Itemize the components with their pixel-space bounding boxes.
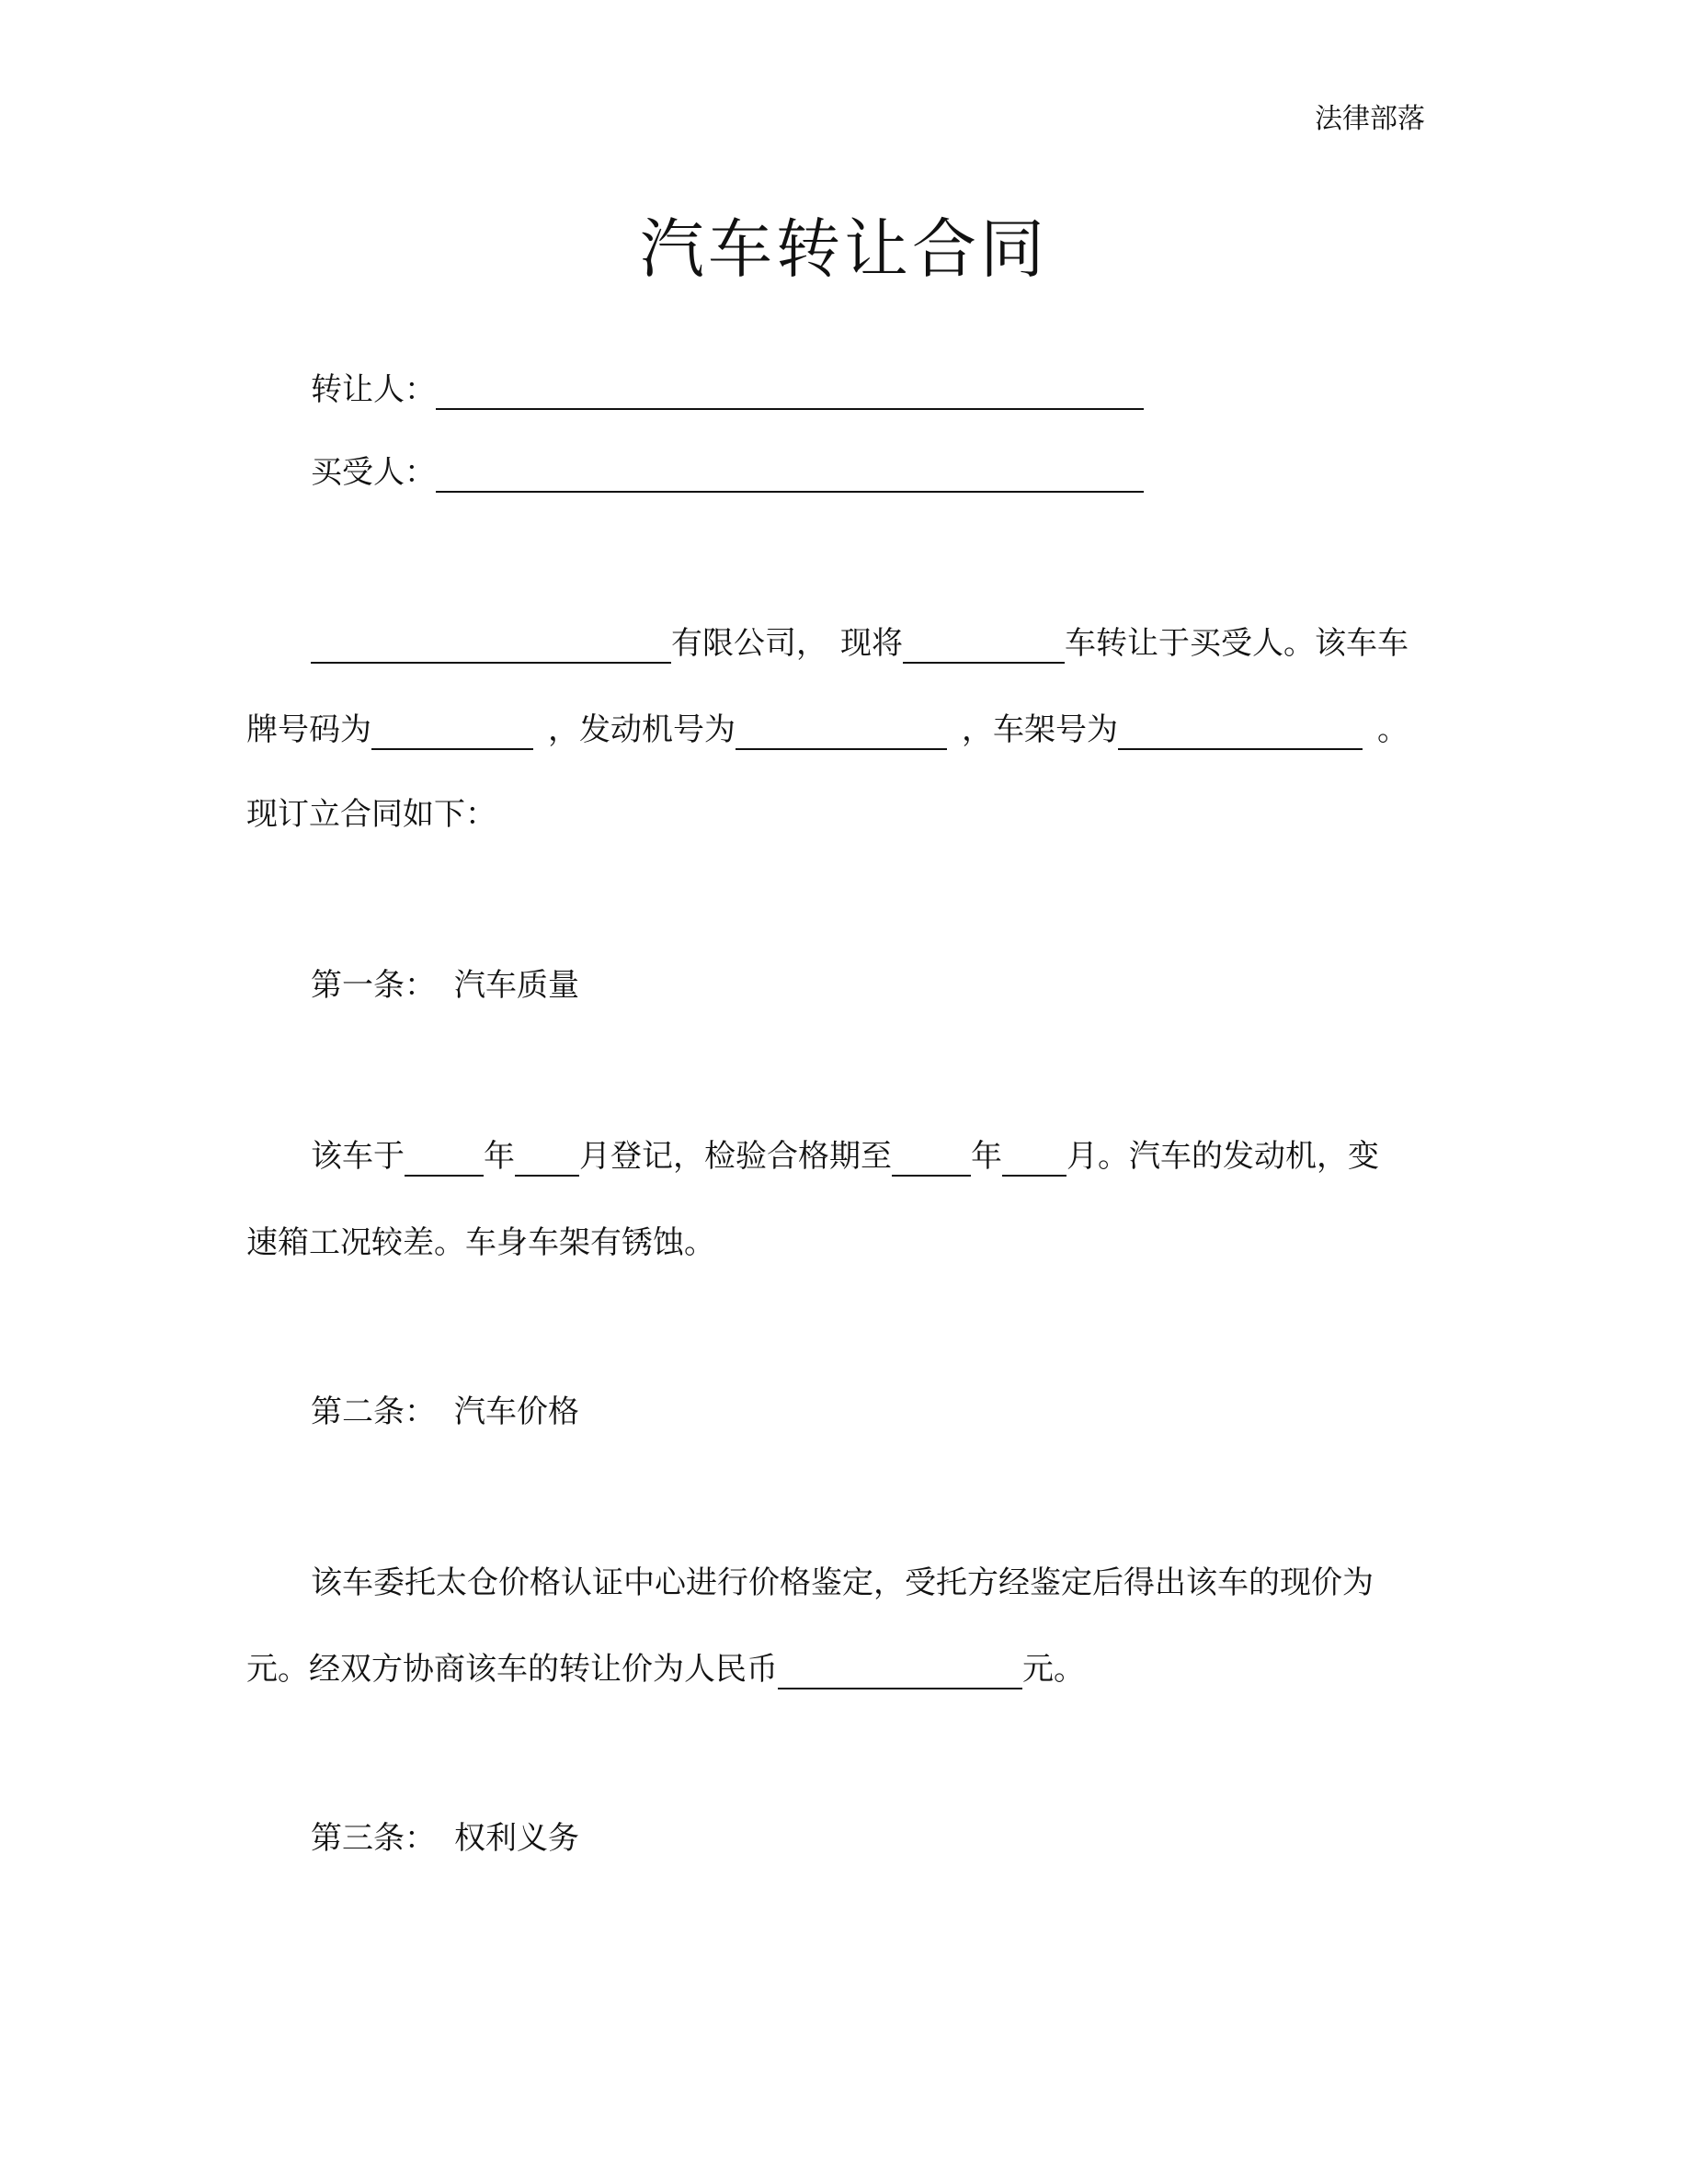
intro-line-1 [311,623,1409,664]
article-2-heading [311,1392,579,1432]
article-2-line-1: 该车委托太仓价格认证中心进行价格鉴定，受托方经鉴定后得出该车的现价为 [311,1564,1374,1601]
article-1-year-2: 年 [971,1138,1002,1175]
buyer-line [311,452,1144,493]
valid-month-blank[interactable] [1002,1142,1066,1177]
article-1-month-reg: 月登记，检验合格期至 [579,1138,892,1175]
article-1-line-1 [311,1136,1379,1177]
article-1-number: 第一条： [311,967,436,1004]
transferor-label: 转让人： [311,371,436,408]
frame-label: ，车架号为 [962,711,1118,748]
article-1-year: 年 [484,1138,515,1175]
article-1-line-2: 速箱工况较差。车身车架有锈蚀。 [246,1224,715,1261]
article-2-line-2 [246,1649,1085,1689]
page-title: 汽车转让合同 [640,211,1048,287]
company-suffix: 有限公司， [671,625,827,662]
article-1-title: 汽车质量 [454,967,579,1004]
article-3-heading [311,1818,579,1859]
buyer-blank[interactable] [436,458,1144,493]
article-2-p2b: 元。 [1022,1651,1085,1688]
transfer-text: 车转让于买受人。该车车 [1065,625,1409,662]
header-brand: 法律部落 [1315,103,1425,135]
article-2-title: 汽车价格 [454,1393,579,1430]
company-blank[interactable] [311,629,671,664]
reg-month-blank[interactable] [515,1142,579,1177]
frame-blank[interactable] [1118,715,1363,750]
plate-label: 牌号码为 [246,711,371,748]
valid-year-blank[interactable] [892,1142,971,1177]
article-2-number: 第二条： [311,1393,436,1430]
transferor-line [311,370,1144,410]
intro-line-3: 现订立合同如下： [246,796,496,833]
article-3-title: 权利义务 [454,1820,579,1857]
now-will: 现将 [840,625,903,662]
price-blank[interactable] [778,1655,1022,1689]
transferor-blank[interactable] [436,375,1144,410]
period: 。 [1377,711,1409,748]
article-3-number: 第三条： [311,1820,436,1857]
article-1-month-end: 月。汽车的发动机，变 [1066,1138,1379,1175]
engine-label: ，发动机号为 [548,711,736,748]
article-2-p2a: 元。经双方协商该车的转让价为人民币 [246,1651,778,1688]
buyer-label: 买受人： [311,454,436,491]
article-1-heading [311,965,579,1006]
intro-line-2 [246,710,1409,750]
engine-blank[interactable] [736,715,947,750]
reg-year-blank[interactable] [405,1142,484,1177]
plate-blank[interactable] [371,715,533,750]
article-1-p1: 该车于 [311,1138,405,1175]
vehicle-blank[interactable] [903,629,1065,664]
